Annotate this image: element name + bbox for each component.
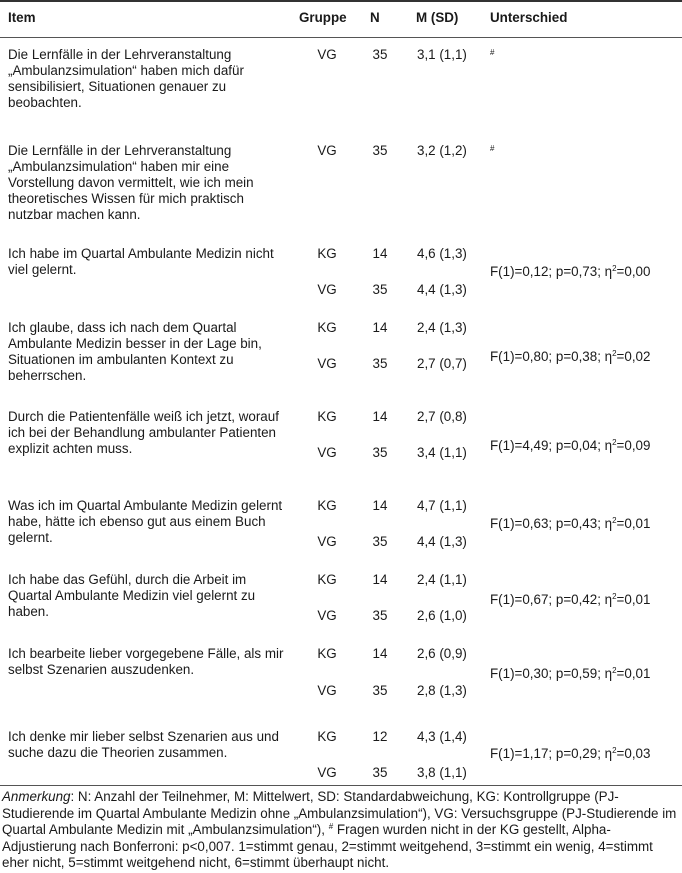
difference-stats: F(1)=0,30; p=0,59; $\eta^2=0,01$ (490, 666, 651, 681)
difference-stats: F(1)=0,12; p=0,73; $\eta^2=0,00$ (490, 264, 651, 279)
difference-footnote-mark: # (490, 48, 495, 57)
group-label: VG (317, 356, 337, 371)
n-value: 35 (372, 683, 388, 698)
mean-sd-value: 4,4 (1,3) (417, 534, 467, 549)
n-value: 35 (372, 608, 388, 623)
mean-sd-value: 4,6 (1,3) (417, 246, 467, 261)
n-value: 35 (372, 534, 388, 549)
difference-stats: F(1)=0,80; p=0,38; $\eta^2=0,02$ (490, 349, 651, 364)
item-text: Was ich im Quartal Ambulante Medizin gelernt habe, hätte ich ebenso gut aus einem Buch gelernt. (8, 498, 283, 545)
group-label: KG (317, 246, 337, 261)
n-value: 35 (372, 356, 388, 371)
group-label: VG (317, 445, 337, 460)
n-value: 35 (372, 143, 388, 158)
mean-sd-value: 3,4 (1,1) (417, 445, 467, 460)
group-label: VG (317, 47, 337, 62)
n-value: 35 (372, 445, 388, 460)
n-value: 14 (372, 572, 388, 587)
group-label: KG (317, 498, 337, 513)
difference-footnote-mark: # (490, 144, 495, 153)
item-text: Durch die Patientenfälle weiß ich jetzt, worauf ich bei der Behandlung ambulanter Patienten explizit achten muss. (8, 409, 279, 456)
n-value: 12 (372, 729, 388, 744)
n-value: 14 (372, 409, 388, 424)
header-n: N (370, 10, 380, 25)
note-text-part1: : N: Anzahl der Teilnehmer, M: Mittelwert, SD: Standardabweichung, KG: Kontrollgruppe (PJ-Studierende im Quartal Ambulante Medizin ohne „Ambulanzsimulation“), VG: Versuchsgruppe (PJ-Studierende im Quartal Ambulante Medizin mit „Ambulanzsimulation“), (2, 789, 677, 838)
group-label: KG (317, 729, 337, 744)
item-text: Ich glaube, dass ich nach dem Quartal Ambulante Medizin besser in der Lage bin, Situationen im ambulanten Kontext zu beherrschen. (8, 320, 262, 383)
mean-sd-value: 2,7 (0,8) (417, 409, 467, 424)
item-text: Ich habe das Gefühl, durch die Arbeit im Quartal Ambulante Medizin viel gelernt zu haben. (8, 572, 256, 619)
mean-sd-value: 2,4 (1,1) (417, 572, 467, 587)
n-value: 14 (372, 246, 388, 261)
n-value: 35 (372, 282, 388, 297)
item-text: Ich habe im Quartal Ambulante Medizin nicht viel gelernt. (8, 246, 274, 277)
n-value: 35 (372, 765, 388, 780)
table-note (2, 789, 682, 872)
mean-sd-value: 4,3 (1,4) (417, 729, 467, 744)
group-label: VG (317, 683, 337, 698)
item-text: Ich denke mir lieber selbst Szenarien aus und suche dazu die Theorien zusammen. (8, 729, 279, 760)
n-value: 14 (372, 498, 388, 513)
mean-sd-value: 3,8 (1,1) (417, 765, 467, 780)
group-label: VG (317, 534, 337, 549)
note-label: Anmerkung (2, 789, 71, 804)
header-unterschied: Unterschied (490, 10, 568, 25)
group-label: VG (317, 608, 337, 623)
mean-sd-value: 3,2 (1,2) (417, 143, 467, 158)
note-hash-mark: # (328, 822, 334, 832)
group-label: KG (317, 409, 337, 424)
mean-sd-value: 2,6 (1,0) (417, 608, 467, 623)
header-gruppe: Gruppe (299, 10, 347, 25)
mean-sd-value: 2,8 (1,3) (417, 683, 467, 698)
mean-sd-value: 4,7 (1,1) (417, 498, 467, 513)
difference-stats: F(1)=4,49; p=0,04; $\eta^2=0,09$ (490, 438, 651, 453)
table-header-rule (0, 37, 682, 38)
header-msd: M (SD) (416, 10, 459, 25)
header-item: Item (8, 10, 36, 25)
item-text: Ich bearbeite lieber vorgegebene Fälle, als mir selbst Szenarien auszudenken. (8, 646, 284, 677)
mean-sd-value: 3,1 (1,1) (417, 47, 467, 62)
n-value: 35 (372, 47, 388, 62)
mean-sd-value: 2,6 (0,9) (417, 646, 467, 661)
group-label: VG (317, 282, 337, 297)
group-label: KG (317, 320, 337, 335)
n-value: 14 (372, 646, 388, 661)
table-top-rule (0, 0, 682, 2)
mean-sd-value: 4,4 (1,3) (417, 282, 467, 297)
group-label: VG (317, 765, 337, 780)
difference-stats: F(1)=1,17; p=0,29; $\eta^2=0,03$ (490, 746, 651, 761)
difference-stats: F(1)=0,67; p=0,42; $\eta^2=0,01$ (490, 592, 651, 607)
item-text: Die Lernfälle in der Lehrveranstaltung „Ambulanzsimulation“ haben mich dafür sensibilisiert, Situationen genauer zu beobachten. (8, 47, 244, 110)
mean-sd-value: 2,4 (1,3) (417, 320, 467, 335)
n-value: 14 (372, 320, 388, 335)
note-text-part2: Fragen wurden nicht in der KG gestellt, Alpha-Adjustierung nach Bonferroni: p<0,007. 1=stimmt genau, 2=stimmt weitgehend, 3=stimmt ein wenig, 4=stimmt eher nicht, 5=stimmt weitgehend nicht, 6=stimmt überhaupt nicht. (2, 822, 653, 871)
difference-stats: F(1)=0,63; p=0,43; $\eta^2=0,01$ (490, 516, 651, 531)
mean-sd-value: 2,7 (0,7) (417, 356, 467, 371)
group-label: VG (317, 143, 337, 158)
group-label: KG (317, 646, 337, 661)
item-text: Die Lernfälle in der Lehrveranstaltung „Ambulanzsimulation“ haben mir eine Vorstellung davon vermittelt, wie ich mein theoretisches Wissen für mich praktisch nutzbar machen kann. (8, 143, 254, 222)
group-label: KG (317, 572, 337, 587)
table-bottom-rule (0, 785, 682, 786)
